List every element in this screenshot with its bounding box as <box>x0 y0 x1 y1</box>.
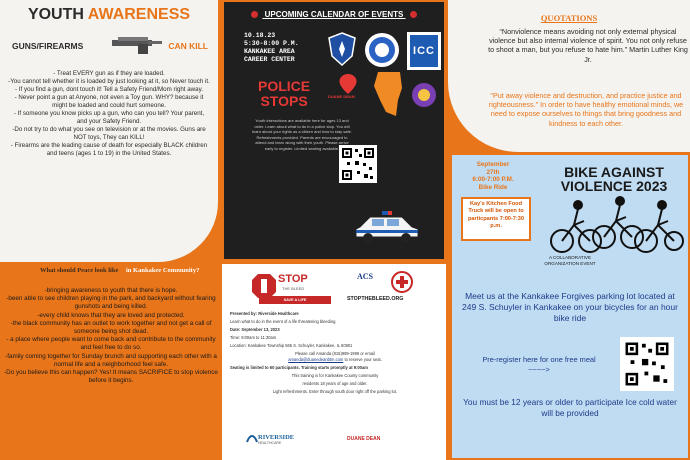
email-link[interactable]: amanda@duanedeanbtm.com <box>288 357 344 363</box>
police-car-icon <box>352 207 422 247</box>
duane-dean-logo: DUANE DEAN <box>347 436 381 442</box>
calendar-panel <box>222 0 446 261</box>
illinois-map-icon <box>372 70 408 118</box>
police-stops-title: POLICE STOPS <box>258 78 311 109</box>
peace-list <box>4 287 218 385</box>
age-requirement: You must be 12 years or older to participate Ice cold water will be provided <box>463 397 677 418</box>
calendar-heading: UPCOMING CALENDAR OF EVENTS <box>224 10 444 19</box>
police-badge-icon <box>328 32 356 66</box>
safety-rule: -You cannot tell whether it is loaded by just looking at it, so Never touch it. <box>8 78 210 85</box>
acs-logo: ACS <box>357 272 374 281</box>
gun-safety-rules <box>8 70 210 158</box>
event-datetime: 10.18.23 5:30-8:00 P.M. KANKAKEE AREA CAREER CENTER <box>244 32 299 63</box>
peace-item: -family coming together for Sunday brunch and supporting each other with a normal life and a neighborhood feel safe. <box>5 352 217 368</box>
bike-against-violence-panel <box>452 155 688 458</box>
meeting-location: Meet us at the Kankakee Forgives parking lot located at 249 S. Schuyler in Kankakee on your bicycles for an hour bike ride <box>462 291 678 323</box>
riverside-logo: RIVERSIDE HEALTHCARE <box>258 434 295 445</box>
peace-item: -bringing awareness to youth that there is hope. <box>44 287 178 294</box>
stop-subtitle: THE BLEED <box>282 286 305 291</box>
safety-rule: - Treat EVERY gun as if they are loaded. <box>53 70 165 77</box>
safety-rule: -Do not try to do what you see on television or at the movies. Guns are NOT toys, They can KILL! <box>12 126 206 141</box>
icc-logo-text: ICC <box>410 35 438 67</box>
guns-subtitle: GUNS/FIREARMS CAN KILL <box>6 33 216 55</box>
handgun-icon <box>108 35 168 55</box>
preregister-qr-code[interactable] <box>620 337 674 391</box>
course-info: Presented by: Riverside Healthcare Learn what to do in the event of a life threatening bleeding. Date: September 13, 2023 Time: 9:00am to 11:30am Location: Kankakee Township 565 S. Schuyler, Kankakee, IL 60901 Please call Amanda (815)999-1999 or email amanda@duanedeanbtm.com to reserve your seat. Seating is limited to 60 participants. Training starts promptly at 9:00am This training is for Kankakee County community residents 18 years of age and older. Light refreshments. Enter through south door right off the parking lot. <box>230 311 398 395</box>
red-dot-icon <box>251 11 258 18</box>
justice-quote: "Put away violence and destruction, and practice justice and righteousness." In order to have healthy emotional minds, we need to expose ourselves to things that bring goodness and kindness to each other. <box>488 91 684 128</box>
red-dot-icon <box>410 11 417 18</box>
cyclists-icon <box>548 191 684 255</box>
duane-dean-label: DUANE DEAN <box>328 94 355 99</box>
peace-item: -Do you believe this can happen? Yes! It means SACRIFICE to stop violence before it begins. <box>4 369 218 385</box>
peace-heading: What should Peace look like in Kankakee Community? <box>40 267 200 274</box>
stop-the-bleed-url[interactable]: STOPTHEBLEED.ORG <box>347 296 404 302</box>
sun-logo <box>407 80 441 110</box>
riverside-logo-icon <box>246 432 258 444</box>
peace-item: -every child knows that they are loved and protected. <box>37 311 185 319</box>
qr-code-icon[interactable] <box>339 145 377 183</box>
safety-rule: - If someone you know picks up a gun, who can you tell? Your parent, and your Safety Friend. <box>13 110 205 125</box>
peace-item: - a place where people want to come back and contribute to the community and feel free to do so. <box>6 336 216 352</box>
bike-ride-date: September 27th 6:00-7:00 P.M. Bike Ride <box>472 161 514 191</box>
collaborative-label: A COLLABORATIVE ORGANIZATION EVENT <box>544 255 596 266</box>
safety-rule: - Firearms are the leading cause of death for especially BLACK children and teens (ages 1 to 19) in the United States. <box>10 142 208 157</box>
mlk-quote: “Nonviolence means avoiding not only external physical violence but also internal violence of spirit. You not only refuse to shoot a man, but you refuse to hate him.” Martin Luther King Jr. <box>488 27 688 64</box>
stop-the-bleed-panel <box>222 264 446 460</box>
quotations-panel <box>448 0 690 152</box>
duane-dean-logo <box>330 72 366 96</box>
youth-awareness-title: YOUTH AWARENESS <box>27 6 191 23</box>
peace-item: -the black community has an outlet to work together and not get a call of someone being shot dead. <box>10 319 212 336</box>
qr-code-icon <box>623 340 671 388</box>
youth-awareness-panel <box>0 0 218 262</box>
peace-item: -been able to see children playing in the park, and backyard without fearing gunshots and being killed. <box>6 295 216 311</box>
safety-rule: - If you find a gun, dont touch it! Tell a Safety Friend/Mom right away. <box>15 86 203 93</box>
icc-logo <box>407 32 441 70</box>
quotations-heading: QUOTATIONS <box>540 13 598 23</box>
preregister-text: Pre-register here for one free meal ~~~~> <box>482 355 596 374</box>
safety-rule: - Never point a gun at Anyone, not even a Toy gun. WHY? because it might be loaded and could hurt someone. <box>14 94 204 109</box>
committee-trauma-icon <box>387 270 417 294</box>
bike-title: BIKE AGAINST VIOLENCE 2023 <box>560 164 668 194</box>
police-stops-description: Youth interactions are available here for ages 13 and older. Learn about what to do in a police stop. You will learn about your rights as a citizen and how to stay safe. Refreshments provided. Parents are encouraged to attend and learn along with their youth. Please arrive early to register. Limited seating available. <box>252 118 352 151</box>
food-truck-notice: Kay's Kitchen Food Truck will be open to particpants 7:00-7:30 p.m. <box>461 197 531 241</box>
save-a-life-banner: SAVE A LIFE <box>259 296 331 304</box>
stop-title: STOP <box>278 273 308 285</box>
circular-seal-icon <box>364 32 400 68</box>
